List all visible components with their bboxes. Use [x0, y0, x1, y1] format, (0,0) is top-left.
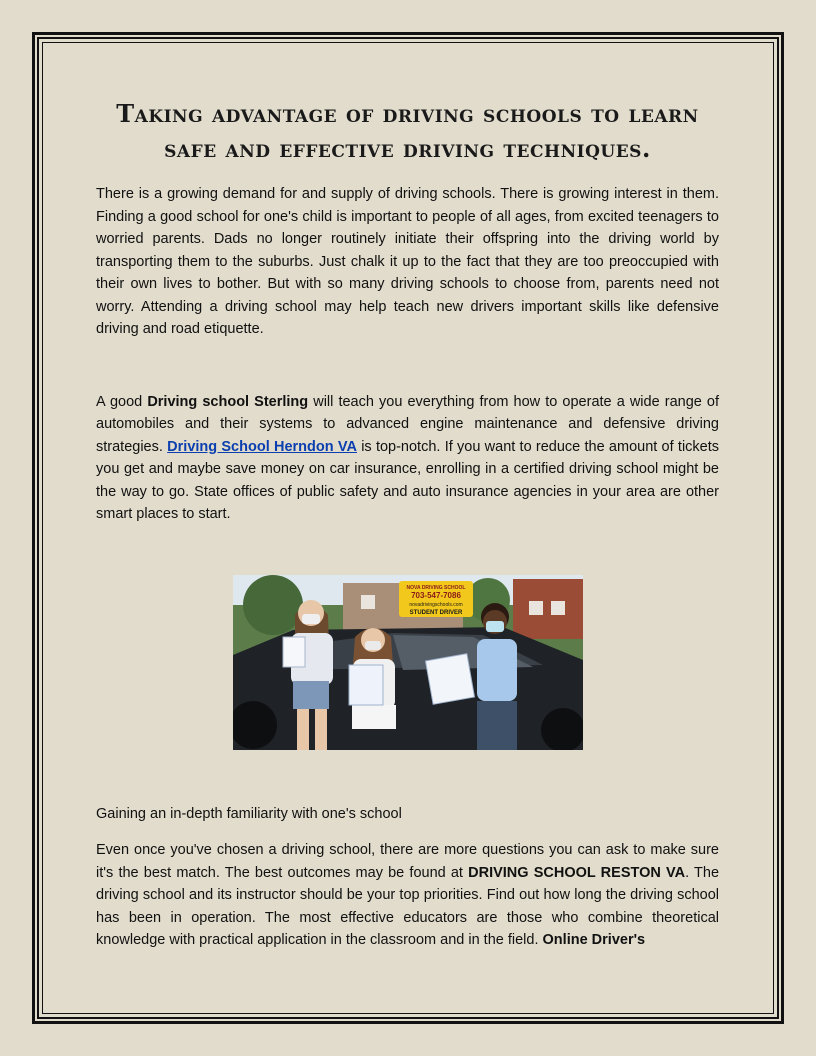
text-segment: Even once you've chosen a driving school, there are more questions you can ask to make sure it's the best match. The best outcomes may be found at — [96, 842, 719, 881]
sign-school-name: NOVA DRIVING SCHOOL — [406, 584, 465, 591]
section-caption: Gaining an in-depth familiarity with one's school — [96, 805, 402, 822]
paragraph-reston — [96, 839, 719, 952]
sign-website: novadrivingschools.com — [408, 601, 463, 608]
text-segment: will teach you everything from how to operate a wide range of automobiles and their systems to advanced engine maintenance and defensive driving strategies. — [96, 393, 720, 455]
bold-keyword-reston: DRIVING SCHOOL RESTON VA — [468, 864, 686, 881]
page-title: Taking advantage of driving schools to learn safe and effective driving techniques. — [116, 99, 699, 163]
bold-keyword-sterling: Driving school Sterling — [147, 393, 309, 410]
text-segment: is top-notch. If you want to reduce the amount of tickets you get and maybe save money on car insurance, enrolling in a certified driving school might be the way to go. State offices of public safety and auto insurance agencies in your area are other smart places to start. — [96, 438, 720, 522]
sign-phone: 703-547-7086 — [410, 590, 461, 600]
photo-container — [96, 575, 719, 750]
bold-keyword-online: Online Driver's — [542, 932, 646, 948]
students-photo — [233, 575, 583, 750]
link-driving-school-herndon[interactable]: Driving School Herndon VA — [167, 438, 357, 455]
text-segment: A good — [96, 393, 148, 410]
document-body — [96, 96, 719, 952]
paragraph-sterling — [96, 391, 719, 526]
text-segment: . The driving school and its instructor should be your top priorities. Find out how long the driving school has been in operation. The most effective educators are those who combine theoretical knowledge with practical application in the classroom and in the field. — [96, 864, 720, 948]
students-photo-illustration — [233, 575, 583, 750]
paragraph-intro: There is a growing demand for and supply of driving schools. There is growing interest in them. Finding a good school for one's child is important to people of all ages, from excited teenagers to worried parents. Dads no longer routinely initiate their offspring into the driving world by transporting them to the suburbs. Just chalk it up to the fact that they are too preoccupied with their own lives to bother. But with so many driving schools to choose from, parents need not worry. Attending a driving school may help teach new drivers important skills like defensive driving and road etiquette. — [96, 186, 719, 337]
sign-student-driver: STUDENT DRIVER — [409, 609, 462, 616]
